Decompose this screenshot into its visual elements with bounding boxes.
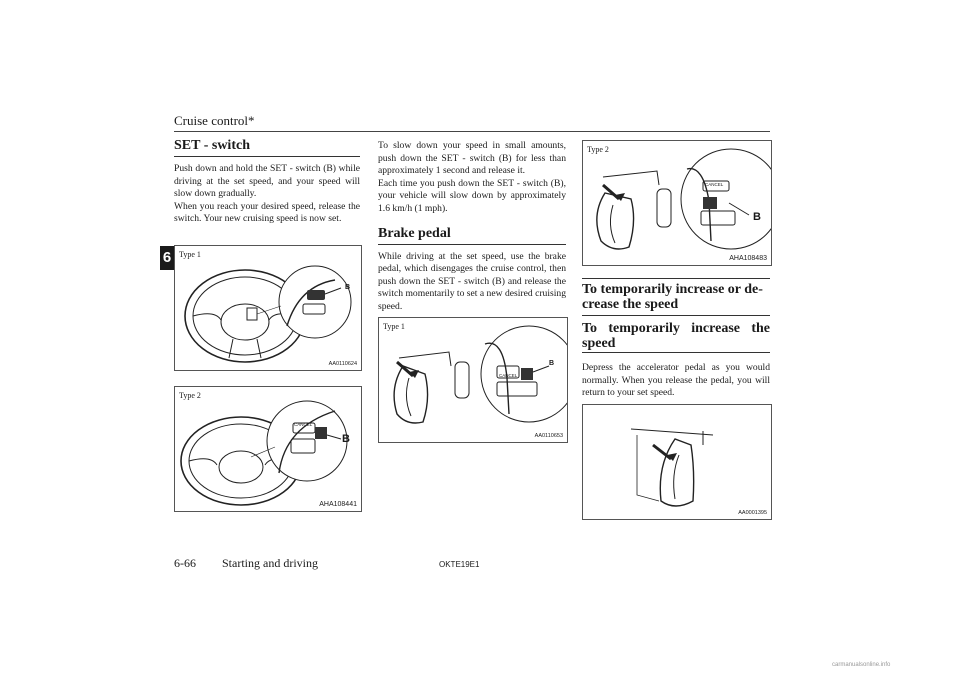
- brake-pedal-illustration: [379, 318, 567, 442]
- header-divider: [174, 131, 770, 132]
- cancel-label: CANCEL: [499, 373, 518, 378]
- column-3-text: [582, 321, 770, 400]
- paragraph: While driving at the set speed, use the brake pedal, which disengages the cruise control, then push down the SET - switch (B) and release the switch momentarily to set a new desired cruising speed.: [378, 250, 566, 312]
- figure-type-label: Type 1: [383, 322, 405, 331]
- figure-code: AHA108441: [319, 501, 357, 508]
- section-rule: [582, 278, 770, 279]
- figure-brake-type2: [582, 140, 772, 266]
- figure-type-label: Type 2: [179, 391, 201, 400]
- section-heading-temporarily-increase-decrease: To temporarily increase or de-crease the speed: [582, 282, 763, 312]
- section-rule: [174, 156, 360, 157]
- steering-wheel-illustration: [175, 387, 361, 511]
- page-header-title: Cruise control*: [174, 113, 255, 128]
- figure-accelerator: [582, 404, 772, 520]
- watermark: carmanualsonline.info: [832, 662, 891, 668]
- cancel-label: CANCEL: [294, 422, 313, 427]
- section-rule: [582, 315, 770, 316]
- figure-code: AHA108483: [729, 255, 767, 262]
- callout-letter: B: [342, 433, 350, 445]
- paragraph: When you reach your desired speed, release the switch. Your new cruising speed is now set.: [174, 200, 360, 225]
- callout-letter: B: [549, 360, 555, 367]
- figure-code: AA0001395: [738, 510, 767, 516]
- cancel-label: CANCEL: [705, 182, 724, 187]
- section-rule: [582, 352, 770, 353]
- figure-brake-type1: [378, 317, 568, 443]
- steering-wheel-illustration: [175, 246, 361, 370]
- page-number: 6-66: [174, 556, 196, 570]
- section-heading-brake-pedal: Brake pedal: [378, 225, 451, 241]
- column-2: [378, 140, 566, 314]
- paragraph: Each time you push down the SET - switch (B), your vehicle will slow down by approximately 1.6 km/h (1 mph).: [378, 177, 566, 214]
- figure-steering-type2: [174, 386, 362, 512]
- section-rule: [378, 244, 566, 245]
- chapter-tab: 6: [160, 246, 174, 270]
- paragraph: Depress the accelerator pedal as you would normally. When you release the pedal, you will return to your set speed.: [582, 362, 770, 399]
- callout-letter: B: [345, 284, 351, 291]
- figure-steering-type1: [174, 245, 362, 371]
- accelerator-pedal-illustration: [583, 405, 771, 519]
- callout-letter: B: [753, 211, 761, 223]
- paragraph: To slow down your speed in small amounts, push down the SET - switch (B) for less than approximately 1 second and release it.: [378, 140, 566, 177]
- chapter-name: Starting and driving: [222, 556, 318, 570]
- figure-code: AA0110653: [534, 433, 563, 439]
- column-1: [174, 138, 360, 226]
- document-code: OKTE19E1: [439, 560, 480, 569]
- figure-type-label: Type 2: [587, 145, 609, 154]
- paragraph: Push down and hold the SET - switch (B) while driving at the set speed, and your speed will slow down gradually.: [174, 163, 360, 200]
- figure-code: AA0110624: [328, 361, 357, 367]
- subheading-temporarily-increase: To temporarily increase the speed: [582, 321, 770, 351]
- figure-type-label: Type 1: [179, 250, 201, 259]
- boxed-heading-wrapper: [582, 278, 770, 316]
- brake-pedal-illustration: [583, 141, 771, 265]
- section-heading-set-switch: SET - switch: [174, 138, 250, 153]
